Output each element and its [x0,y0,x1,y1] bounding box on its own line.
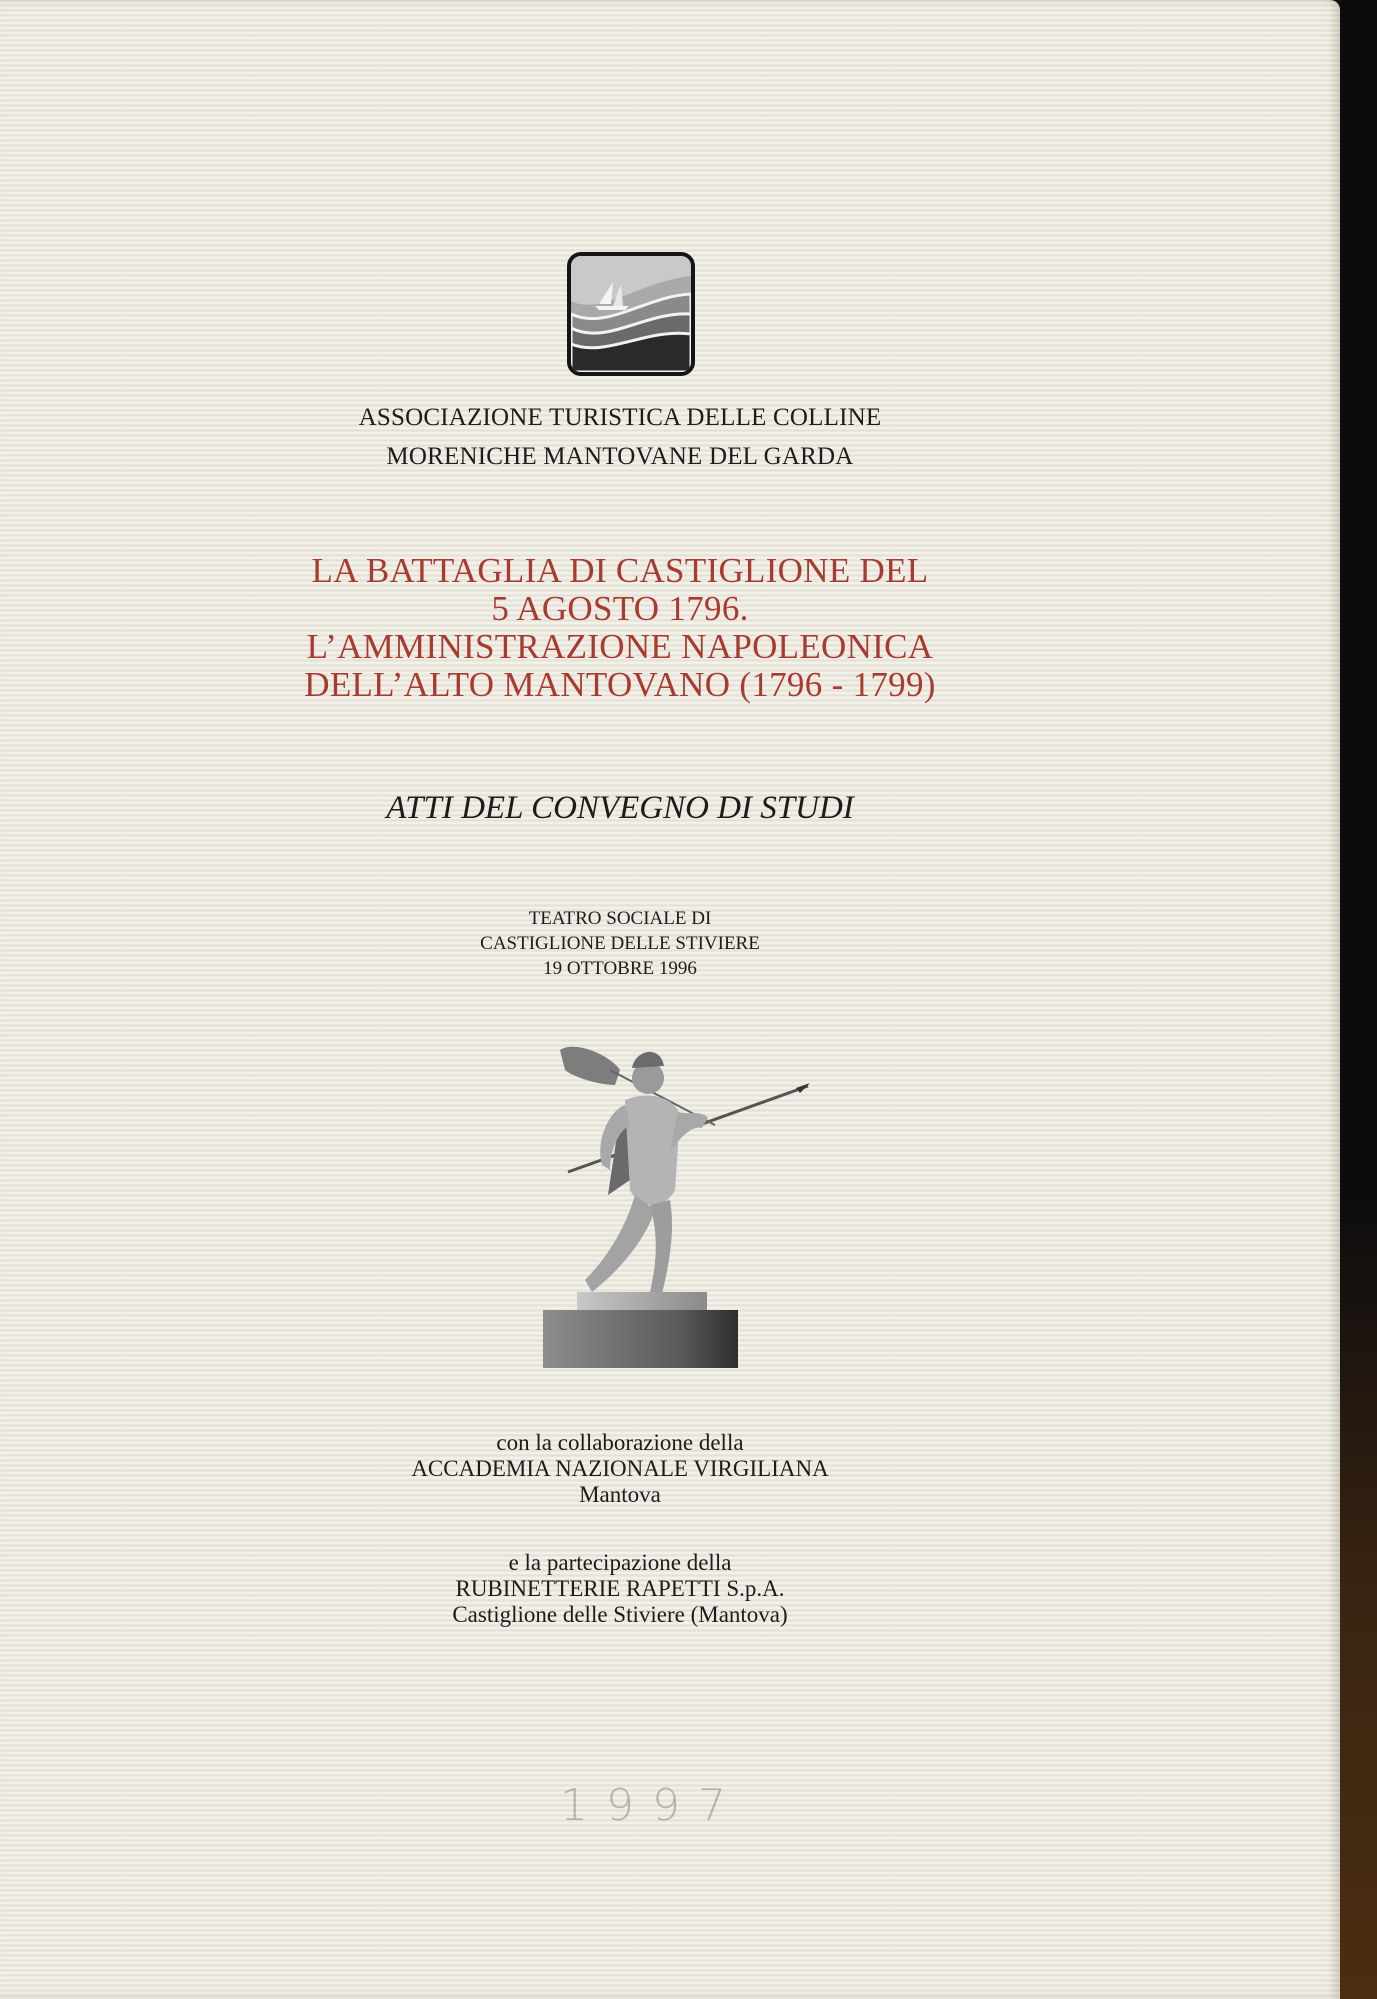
title-line-4: DELL’ALTO MANTOVANO (1796 - 1799) [304,665,936,704]
title-line-3: L’AMMINISTRAZIONE NAPOLEONICA [306,627,934,666]
pencil-annotation: 1997 [560,1780,744,1831]
title-line-2: 5 AGOSTO 1796. [491,589,749,628]
venue-info [0,906,1240,981]
warrior-statue-icon [530,1030,810,1370]
collaboration-credit [0,1430,1240,1508]
participation-place: Castiglione delle Stiviere (Mantova) [452,1602,788,1627]
participation-name: RUBINETTERIE RAPETTI S.p.A. [455,1576,785,1601]
collaboration-intro: con la collaborazione della [496,1430,744,1455]
scan-background-edge [1340,0,1377,1999]
organization-line-2: MORENICHE MANTOVANE DEL GARDA [386,443,854,470]
venue-line-1: TEATRO SOCIALE DI [528,908,712,929]
organization-name [0,398,1240,476]
book-title [0,552,1240,704]
sailboat-waves-logo-icon [567,252,695,376]
venue-line-2: CASTIGLIONE DELLE STIVIERE [480,933,760,954]
book-subtitle: ATTI DEL CONVEGNO DI STUDI [386,790,854,826]
organization-line-1: ASSOCIAZIONE TURISTICA DELLE COLLINE [358,404,882,431]
participation-intro: e la partecipazione della [508,1550,732,1575]
venue-date: 19 OTTOBRE 1996 [543,958,697,979]
collaboration-name: ACCADEMIA NAZIONALE VIRGILIANA [411,1456,829,1481]
title-line-1: LA BATTAGLIA DI CASTIGLIONE DEL [311,551,929,590]
participation-credit [0,1550,1240,1628]
collaboration-place: Mantova [579,1482,661,1507]
